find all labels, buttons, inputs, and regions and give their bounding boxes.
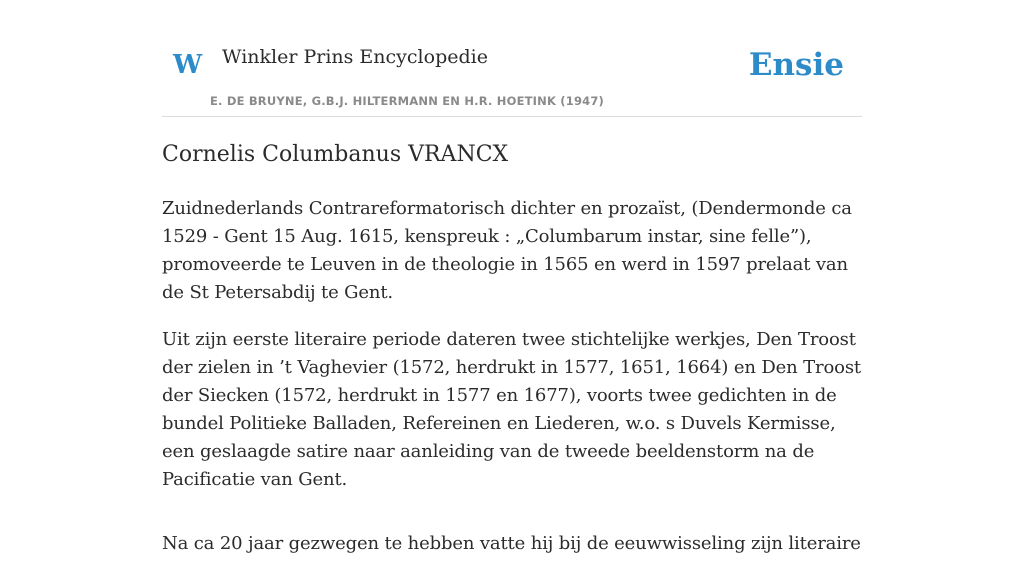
article-paragraph: Zuidnederlands Contrareformatorisch dichter en prozaïst, (Dendermonde ca 1529 - Gent 15 Aug. 1615, kenspreuk : „Columbarum instar, sine felle”), promoveerde te Leuven in de theologie in 1565 en werd in 1597 prelaat van de St Petersabdij te Gent. <box>162 198 852 303</box>
winkler-prins-logo[interactable]: W <box>173 50 203 80</box>
article-title: Cornelis Columbanus VRANCX <box>162 142 509 167</box>
site-header <box>162 0 862 117</box>
article-body <box>162 138 862 577</box>
site-title[interactable]: Winkler Prins Encyclopedie <box>222 46 488 68</box>
ensie-brand-logo[interactable]: Ensie <box>748 47 844 83</box>
article-paragraph: Uit zijn eerste literaire periode dateren twee stichtelijke werkjes, Den Troost der zielen in ’t Vaghevier (1572, herdrukt in 1577, 1651, 1664) en Den Troost der Siecken (1572, herdrukt in 1577 en 1677), voorts twee gedichten in de bundel Politieke Balladen, Refereinen en Liederen, w.o. s Duvels Kermisse, een geslaagde satire naar aanleiding van de tweede beeldenstorm na de Pacificatie van Gent. <box>162 329 862 490</box>
article-paragraph: Na ca 20 jaar gezwegen te hebben vatte hij bij de eeuwwisseling zijn literaire <box>162 533 861 554</box>
authors-byline: E. DE BRUYNE, G.B.J. HILTERMANN EN H.R. HOETINK (1947) <box>210 94 605 108</box>
